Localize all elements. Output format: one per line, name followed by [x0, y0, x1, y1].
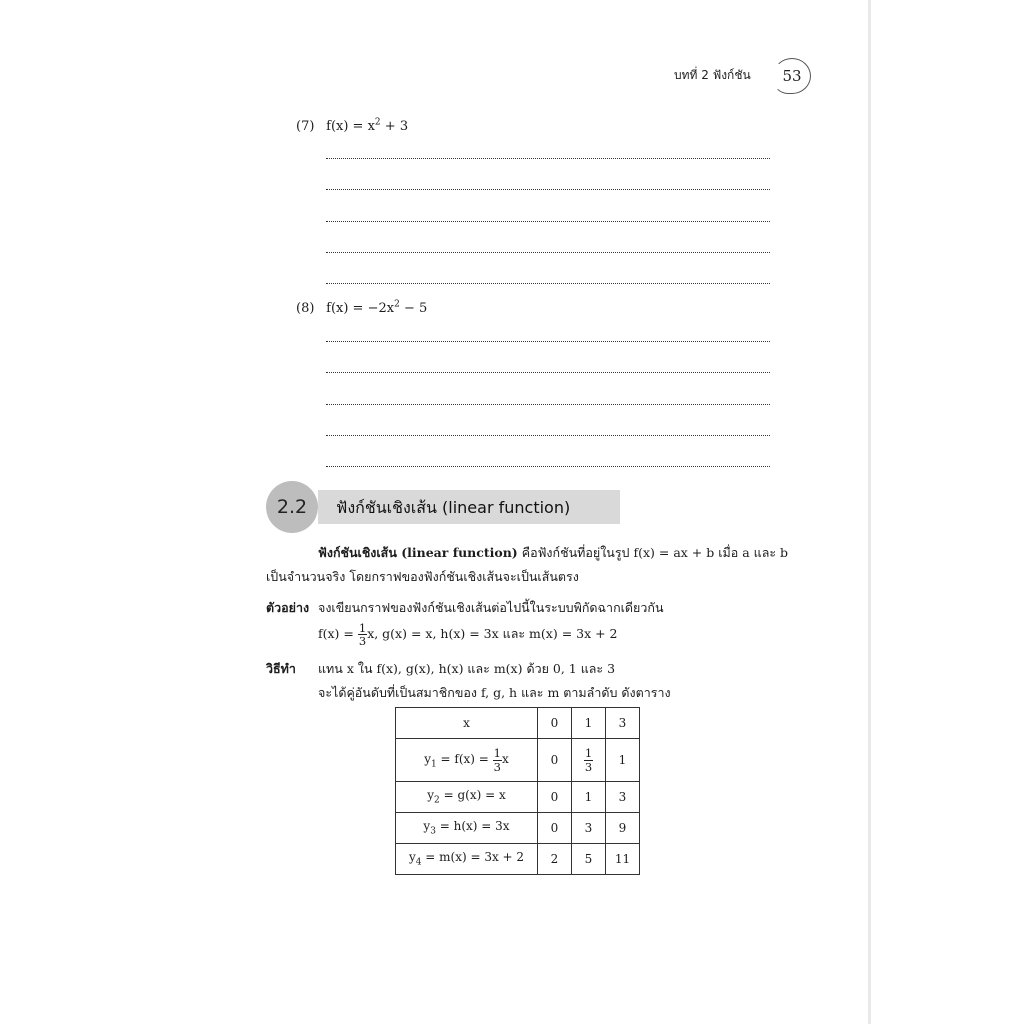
page-number: 53: [773, 58, 811, 94]
table-row: [396, 739, 640, 782]
solution-line-1: แทน x ใน f(x), g(x), h(x) และ m(x) ด้วย 0, 1 และ 3: [318, 661, 616, 676]
answer-line[interactable]: [326, 404, 770, 405]
table-row: [396, 813, 640, 844]
answer-line[interactable]: [326, 221, 770, 222]
table-cell: 0: [538, 739, 572, 782]
table-cell: 2: [538, 844, 572, 875]
solution-line-2: จะได้คู่อันดับที่เป็นสมาชิกของ f, g, h และ m ตามลำดับ ดังตาราง: [318, 685, 671, 700]
definition-line-1: ฟังก์ชันเชิงเส้น (linear function) คือฟังก์ชันที่อยู่ในรูป f(x) = ax + b เมื่อ a และ b: [318, 545, 789, 560]
answer-line[interactable]: [326, 466, 770, 467]
table-cell: $y_2 = g(x) = x$: [396, 782, 538, 813]
fraction: $\frac{1}{3}$: [358, 621, 367, 649]
example-text: จงเขียนกราฟของฟังก์ชันเชิงเส้นต่อไปนี้ในระบบพิกัดฉากเดียวกัน: [318, 600, 664, 615]
table-header-row: [396, 708, 640, 739]
exercise-number: (7): [296, 119, 315, 135]
table-cell: 1: [572, 782, 606, 813]
table-cell: 11: [606, 844, 640, 875]
answer-line[interactable]: [326, 283, 770, 284]
table-cell: 0: [538, 708, 572, 739]
exercise-number: (8): [296, 301, 315, 317]
table-cell: 1: [572, 708, 606, 739]
answer-line[interactable]: [326, 341, 770, 342]
running-header: บทที่ 2 ฟังก์ชัน: [674, 68, 751, 82]
table-cell: $y_1 = f(x)$ = $\frac{1}{3}$ x: [396, 739, 538, 782]
fraction: $\frac{1}{3}$: [584, 746, 593, 774]
example-functions: f(x) = $\frac{1}{3}$ x, g(x) = x, h(x) = 3x และ m(x) = 3x + 2: [318, 621, 618, 649]
table-cell: 1: [606, 739, 640, 782]
exercise-8: [296, 300, 427, 316]
definition-term: ฟังก์ชันเชิงเส้น (linear function): [318, 545, 518, 560]
definition-line-2: เป็นจำนวนจริง โดยกราฟของฟังก์ชันเชิงเส้นจะเป็นเส้นตรง: [266, 569, 579, 584]
answer-line[interactable]: [326, 372, 770, 373]
answer-line[interactable]: [326, 189, 770, 190]
exercise-expression: $f(x) = -2x^2 - 5$: [326, 300, 428, 317]
table-cell: x: [396, 708, 538, 739]
answer-line[interactable]: [326, 435, 770, 436]
table-cell: $y_3 = h(x) = 3x$: [396, 813, 538, 844]
table-cell: 3: [572, 813, 606, 844]
section-title: ฟังก์ชันเชิงเส้น (linear function): [336, 498, 571, 517]
table-cell: 3: [606, 708, 640, 739]
table-cell: 9: [606, 813, 640, 844]
values-table: [395, 707, 640, 875]
answer-line[interactable]: [326, 252, 770, 253]
section-number: 2.2: [266, 481, 318, 533]
table-cell: 5: [572, 844, 606, 875]
table-cell: [572, 739, 606, 782]
table-row: [396, 844, 640, 875]
table-cell: $y_4 = m(x) = 3x + 2$: [396, 844, 538, 875]
table-cell: 3: [606, 782, 640, 813]
table-row: [396, 782, 640, 813]
page-edge: [868, 0, 871, 1024]
solution-label: วิธีทำ: [266, 661, 296, 676]
table-cell: 0: [538, 813, 572, 844]
answer-line[interactable]: [326, 158, 770, 159]
exercise-expression: $f(x) = x^2 + 3$: [326, 118, 409, 135]
exercise-7: [296, 118, 408, 134]
fraction: $\frac{1}{3}$: [493, 746, 501, 774]
table-cell: 0: [538, 782, 572, 813]
example-label: ตัวอย่าง: [266, 600, 310, 615]
